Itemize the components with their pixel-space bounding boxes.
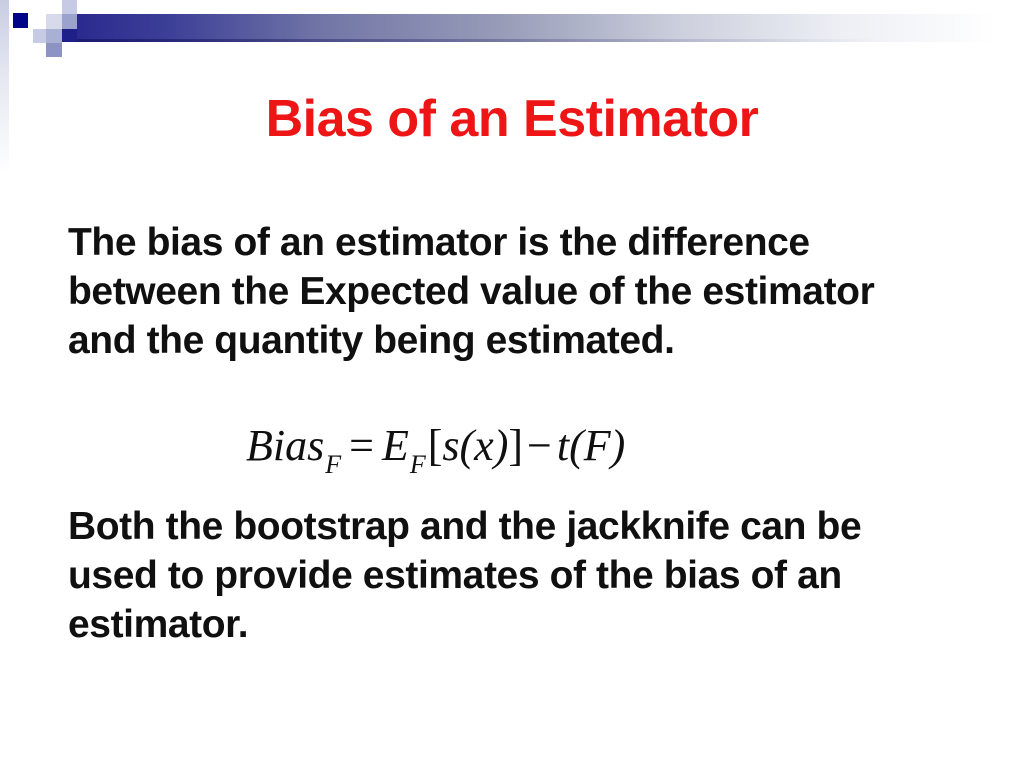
formula-lhs: Bias — [246, 421, 325, 470]
formula-parameter-term: t(F) — [556, 421, 626, 470]
slide-title: Bias of an Estimator — [265, 90, 759, 148]
formula-lhs-subscript: F — [325, 450, 342, 479]
deco-square — [46, 43, 62, 57]
deco-square — [13, 13, 28, 28]
deco-square — [33, 29, 46, 43]
text-line: used to provide estimates of the bias of an — [68, 554, 842, 597]
deco-square — [62, 29, 77, 42]
body-paragraph-methods — [68, 502, 861, 649]
text-line: The bias of an estimator is the difference — [68, 221, 810, 264]
bias-formula — [246, 418, 625, 480]
formula-expectation-symbol: E — [381, 421, 409, 470]
formula-equals-sign: = — [349, 421, 374, 470]
body-paragraph-definition — [68, 218, 874, 365]
text-line: and the quantity being estimated. — [68, 319, 675, 362]
formula-close-bracket: ] — [508, 421, 524, 470]
text-line: between the Expected value of the estimator — [68, 270, 875, 313]
formula-open-bracket: [ — [427, 421, 443, 470]
text-line: Both the bootstrap and the jackknife can be — [68, 505, 862, 548]
header-gradient-bar — [77, 14, 1024, 42]
formula-statistic-term: s(x) — [442, 421, 509, 470]
deco-square — [62, 14, 77, 29]
formula-minus-sign: − — [527, 421, 552, 470]
deco-square — [46, 29, 62, 43]
deco-square — [62, 0, 77, 14]
formula-expectation-subscript: F — [409, 450, 426, 479]
text-line: estimator. — [68, 603, 249, 646]
deco-square — [46, 14, 62, 29]
